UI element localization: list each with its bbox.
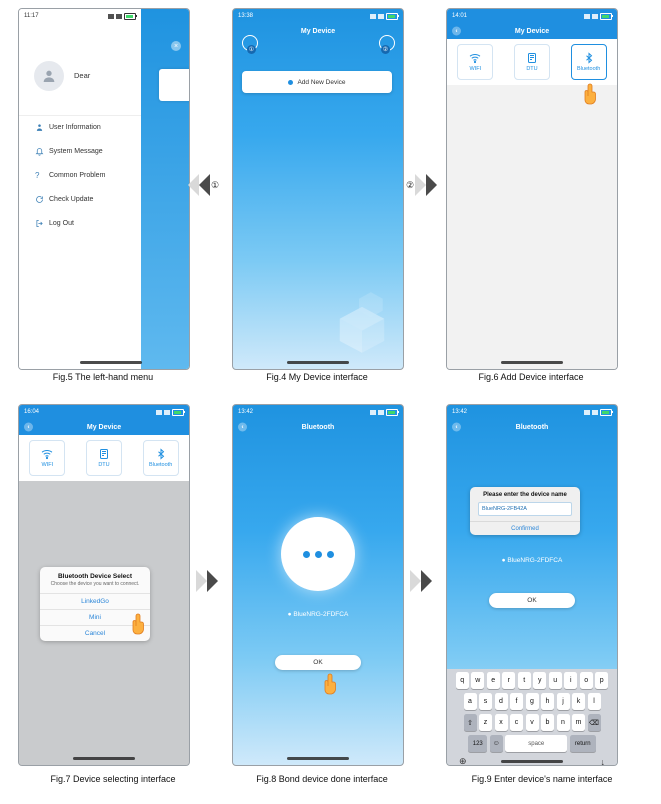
key-h[interactable]: h bbox=[541, 693, 554, 710]
user-icon bbox=[35, 123, 49, 132]
fig8-status-bar bbox=[233, 405, 403, 419]
fig9-status-time: 13:42 bbox=[452, 409, 468, 415]
wifi-status-icon bbox=[378, 410, 384, 415]
dictation-icon[interactable]: ↓ bbox=[600, 756, 605, 766]
fig4-status-bar bbox=[233, 9, 403, 23]
signal-icon bbox=[370, 14, 376, 19]
ok-label: OK bbox=[313, 659, 323, 666]
keyboard-row-3 bbox=[447, 714, 617, 731]
refresh-icon bbox=[35, 195, 49, 204]
home-indicator bbox=[501, 361, 563, 364]
fig5-blue-panel bbox=[141, 9, 189, 369]
fig7-tile-bar bbox=[19, 435, 189, 481]
fig5-menu-panel bbox=[19, 9, 141, 369]
fig8-phone bbox=[232, 404, 404, 766]
menu-label: Log Out bbox=[49, 219, 74, 227]
on-screen-keyboard bbox=[447, 669, 617, 765]
home-indicator bbox=[287, 361, 349, 364]
fig5-caption: Fig.5 The left-hand menu bbox=[52, 372, 154, 382]
page-title: My Device bbox=[300, 27, 336, 35]
user-greeting: Dear bbox=[74, 71, 91, 80]
hand-pointer-icon bbox=[129, 611, 149, 635]
prompt-title: Please enter the device name bbox=[483, 492, 567, 498]
key-l[interactable]: l bbox=[588, 693, 601, 710]
fig5-phone bbox=[18, 8, 190, 370]
fig6-body bbox=[447, 85, 617, 369]
fig6-navbar bbox=[447, 23, 617, 39]
keyboard-row-1 bbox=[447, 672, 617, 689]
chevron-right-icon bbox=[410, 570, 421, 592]
key-c[interactable]: c bbox=[510, 714, 523, 731]
tile-bluetooth[interactable] bbox=[143, 440, 179, 476]
wifi-status-icon bbox=[378, 14, 384, 19]
home-indicator bbox=[80, 361, 142, 364]
home-indicator bbox=[73, 757, 135, 760]
key-s[interactable]: s bbox=[479, 693, 492, 710]
key-m[interactable]: m bbox=[572, 714, 585, 731]
chevron-left-icon bbox=[199, 174, 210, 196]
fig9-navbar bbox=[447, 419, 617, 435]
hand-pointer-icon bbox=[581, 81, 601, 105]
confirm-button[interactable]: Confirmed bbox=[470, 521, 580, 535]
wifi-status-icon bbox=[116, 14, 122, 19]
ok-button[interactable] bbox=[275, 655, 361, 670]
battery-icon bbox=[600, 13, 612, 20]
menu-item-check-update[interactable] bbox=[19, 187, 141, 211]
fig4-navbar bbox=[233, 23, 403, 39]
emoji-key[interactable]: ☺ bbox=[490, 735, 503, 752]
device-name: BlueNRG-2FDFCA bbox=[293, 611, 349, 618]
chevron-right-icon bbox=[426, 174, 437, 196]
menu-label: Common Problem bbox=[49, 171, 106, 179]
wifi-status-icon bbox=[164, 410, 170, 415]
scanning-indicator bbox=[281, 517, 355, 591]
status-icons bbox=[584, 13, 612, 20]
tile-bluetooth[interactable] bbox=[571, 44, 607, 80]
key-v[interactable]: v bbox=[526, 714, 539, 731]
dtu-icon bbox=[526, 52, 538, 64]
key-t[interactable]: t bbox=[518, 672, 531, 689]
fig7-status-bar bbox=[19, 405, 189, 419]
battery-icon bbox=[172, 409, 184, 416]
fig8-caption: Fig.8 Bond device done interface bbox=[256, 774, 388, 784]
key-d[interactable]: d bbox=[495, 693, 508, 710]
status-icons bbox=[584, 409, 612, 416]
signal-icon bbox=[156, 410, 162, 415]
key-b[interactable]: b bbox=[541, 714, 554, 731]
bluetooth-icon bbox=[155, 448, 167, 460]
key-r[interactable]: r bbox=[502, 672, 515, 689]
bluetooth-icon bbox=[583, 52, 595, 64]
dialog-cancel-button[interactable]: Cancel bbox=[40, 625, 150, 641]
step-2-label: ② bbox=[406, 179, 415, 190]
tile-label: DTU bbox=[526, 66, 538, 72]
tile-label: Bluetooth bbox=[577, 66, 601, 72]
chevron-right-icon bbox=[207, 570, 218, 592]
back-icon[interactable]: ‹ bbox=[24, 423, 33, 432]
plus-dot-icon bbox=[288, 80, 293, 85]
dtu-icon bbox=[98, 448, 110, 460]
keyboard-row-2 bbox=[447, 693, 617, 710]
status-icons bbox=[370, 13, 398, 20]
page-title: My Device bbox=[514, 27, 550, 35]
tile-dtu[interactable] bbox=[86, 440, 122, 476]
chevron-right-icon bbox=[421, 570, 432, 592]
battery-icon bbox=[600, 409, 612, 416]
key-p[interactable]: p bbox=[595, 672, 608, 689]
fig4-caption: Fig.4 My Device interface bbox=[266, 372, 368, 382]
key-k[interactable]: k bbox=[572, 693, 585, 710]
tile-wifi[interactable] bbox=[457, 44, 493, 80]
page-title: My Device bbox=[86, 423, 122, 431]
cube-decoration-icon bbox=[325, 275, 399, 361]
wifi-status-icon bbox=[592, 410, 598, 415]
key-z[interactable]: z bbox=[479, 714, 492, 731]
fig7-caption: Fig.7 Device selecting interface bbox=[50, 774, 176, 784]
menu-label: Check Update bbox=[49, 195, 94, 203]
tile-label: Bluetooth bbox=[149, 462, 173, 468]
fig9-status-bar bbox=[447, 405, 617, 419]
fig7-phone bbox=[18, 404, 190, 766]
step-badge-2: ② bbox=[382, 47, 389, 53]
key-a[interactable]: a bbox=[464, 693, 477, 710]
fig4-phone bbox=[232, 8, 404, 370]
battery-icon bbox=[124, 13, 136, 20]
battery-icon bbox=[386, 409, 398, 416]
fig6-tile-bar bbox=[447, 39, 617, 85]
key-j[interactable]: j bbox=[557, 693, 570, 710]
signal-icon bbox=[108, 14, 114, 19]
device-row[interactable]: ● BlueNRG-2FDFCA bbox=[287, 611, 349, 618]
return-key[interactable]: return bbox=[570, 735, 596, 752]
menu-label: User Information bbox=[49, 124, 101, 131]
menu-item-system-message[interactable] bbox=[19, 139, 141, 163]
device-row[interactable]: ● BlueNRG-2FDFCA bbox=[501, 557, 563, 564]
hand-pointer-icon bbox=[321, 671, 341, 695]
shift-key[interactable]: ⇧ bbox=[464, 714, 477, 731]
arrow-step-2 bbox=[405, 174, 437, 196]
tile-wifi[interactable] bbox=[29, 440, 65, 476]
dialog-subtitle: Choose the device you want to connect. bbox=[50, 581, 140, 587]
fig6-header bbox=[447, 9, 617, 39]
key-o[interactable]: o bbox=[580, 672, 593, 689]
key-g[interactable]: g bbox=[526, 693, 539, 710]
status-icons bbox=[370, 409, 398, 416]
step-1-label: ① bbox=[211, 179, 220, 190]
device-name: BlueNRG-2FDFCA bbox=[507, 557, 563, 564]
keyboard-row-4 bbox=[447, 735, 617, 752]
fig6-status-bar bbox=[447, 9, 617, 23]
wifi-icon bbox=[469, 52, 481, 64]
fig8-status-time: 13:42 bbox=[238, 409, 254, 415]
dialog-option-mini[interactable]: Mini bbox=[40, 609, 150, 625]
question-icon: ? bbox=[35, 170, 40, 180]
avatar[interactable] bbox=[34, 61, 64, 91]
signal-icon bbox=[584, 410, 590, 415]
menu-label: System Message bbox=[49, 147, 103, 155]
fig8-navbar bbox=[233, 419, 403, 435]
arrow-step-1 bbox=[188, 174, 220, 196]
page-title: Bluetooth bbox=[301, 423, 335, 431]
device-name-prompt bbox=[470, 487, 580, 535]
wifi-status-icon bbox=[592, 14, 598, 19]
key-e[interactable]: e bbox=[487, 672, 500, 689]
tile-label: WIFI bbox=[469, 66, 482, 72]
back-icon[interactable]: ‹ bbox=[452, 423, 461, 432]
chevron-left-icon bbox=[188, 174, 199, 196]
fig6-caption: Fig.6 Add Device interface bbox=[478, 372, 584, 382]
add-new-device-label: Add New Device bbox=[297, 78, 346, 86]
fig7-status-time: 16:04 bbox=[24, 409, 40, 415]
wifi-icon bbox=[41, 448, 53, 460]
fig5-status-bar bbox=[19, 9, 141, 23]
step-badge-1: ① bbox=[248, 47, 255, 53]
key-i[interactable]: i bbox=[564, 672, 577, 689]
fig4-status-time: 13:38 bbox=[238, 13, 254, 19]
tile-dtu[interactable] bbox=[514, 44, 550, 80]
ok-button[interactable] bbox=[489, 593, 575, 608]
numbers-key[interactable]: 123 bbox=[468, 735, 487, 752]
page-title: Bluetooth bbox=[515, 423, 549, 431]
ok-label: OK bbox=[527, 597, 537, 604]
backspace-key[interactable]: ⌫ bbox=[588, 714, 601, 731]
status-icons bbox=[156, 409, 184, 416]
back-icon[interactable]: ‹ bbox=[238, 423, 247, 432]
chevron-right-icon bbox=[196, 570, 207, 592]
fig6-status-time: 14:01 bbox=[452, 13, 468, 19]
fig5-status-time: 11:17 bbox=[24, 13, 39, 19]
tile-label: DTU bbox=[98, 462, 110, 468]
fig7-header bbox=[19, 405, 189, 435]
dialog-option-linkedgo[interactable]: LinkedGo bbox=[40, 593, 150, 609]
arrow-fig8-to-fig9 bbox=[410, 570, 432, 592]
key-q[interactable]: q bbox=[456, 672, 469, 689]
menu-item-log-out[interactable] bbox=[19, 211, 141, 235]
add-new-device-button[interactable] bbox=[242, 71, 392, 93]
bell-icon bbox=[35, 147, 49, 156]
fig9-phone bbox=[446, 404, 618, 766]
space-key[interactable]: space bbox=[505, 735, 567, 752]
arrow-fig7-to-fig8 bbox=[196, 570, 218, 592]
close-icon[interactable]: × bbox=[171, 41, 181, 51]
key-x[interactable]: x bbox=[495, 714, 508, 731]
dialog-title: Bluetooth Device Select bbox=[57, 573, 133, 580]
device-name-input[interactable]: BlueNRG-2FB42A bbox=[478, 502, 572, 516]
battery-icon bbox=[386, 13, 398, 20]
menu-item-user-information[interactable] bbox=[19, 115, 141, 139]
globe-icon[interactable]: ⊕ bbox=[459, 756, 467, 766]
key-u[interactable]: u bbox=[549, 672, 562, 689]
back-icon[interactable]: ‹ bbox=[452, 27, 461, 36]
chevron-right-icon bbox=[415, 174, 426, 196]
fig5-white-card bbox=[159, 69, 190, 101]
key-y[interactable]: y bbox=[533, 672, 546, 689]
signal-icon bbox=[370, 410, 376, 415]
fig9-caption: Fig.9 Enter device's name interface bbox=[471, 774, 613, 784]
status-icons bbox=[108, 13, 136, 20]
key-f[interactable]: f bbox=[510, 693, 523, 710]
tile-label: WIFI bbox=[41, 462, 54, 468]
logout-icon bbox=[35, 219, 49, 228]
key-w[interactable]: w bbox=[471, 672, 484, 689]
fig7-navbar bbox=[19, 419, 189, 435]
home-indicator bbox=[287, 757, 349, 760]
signal-icon bbox=[584, 14, 590, 19]
home-indicator bbox=[501, 760, 563, 763]
menu-item-common-problem[interactable] bbox=[19, 163, 141, 187]
key-n[interactable]: n bbox=[557, 714, 570, 731]
fig6-phone bbox=[446, 8, 618, 370]
left-hand-menu bbox=[19, 115, 141, 235]
